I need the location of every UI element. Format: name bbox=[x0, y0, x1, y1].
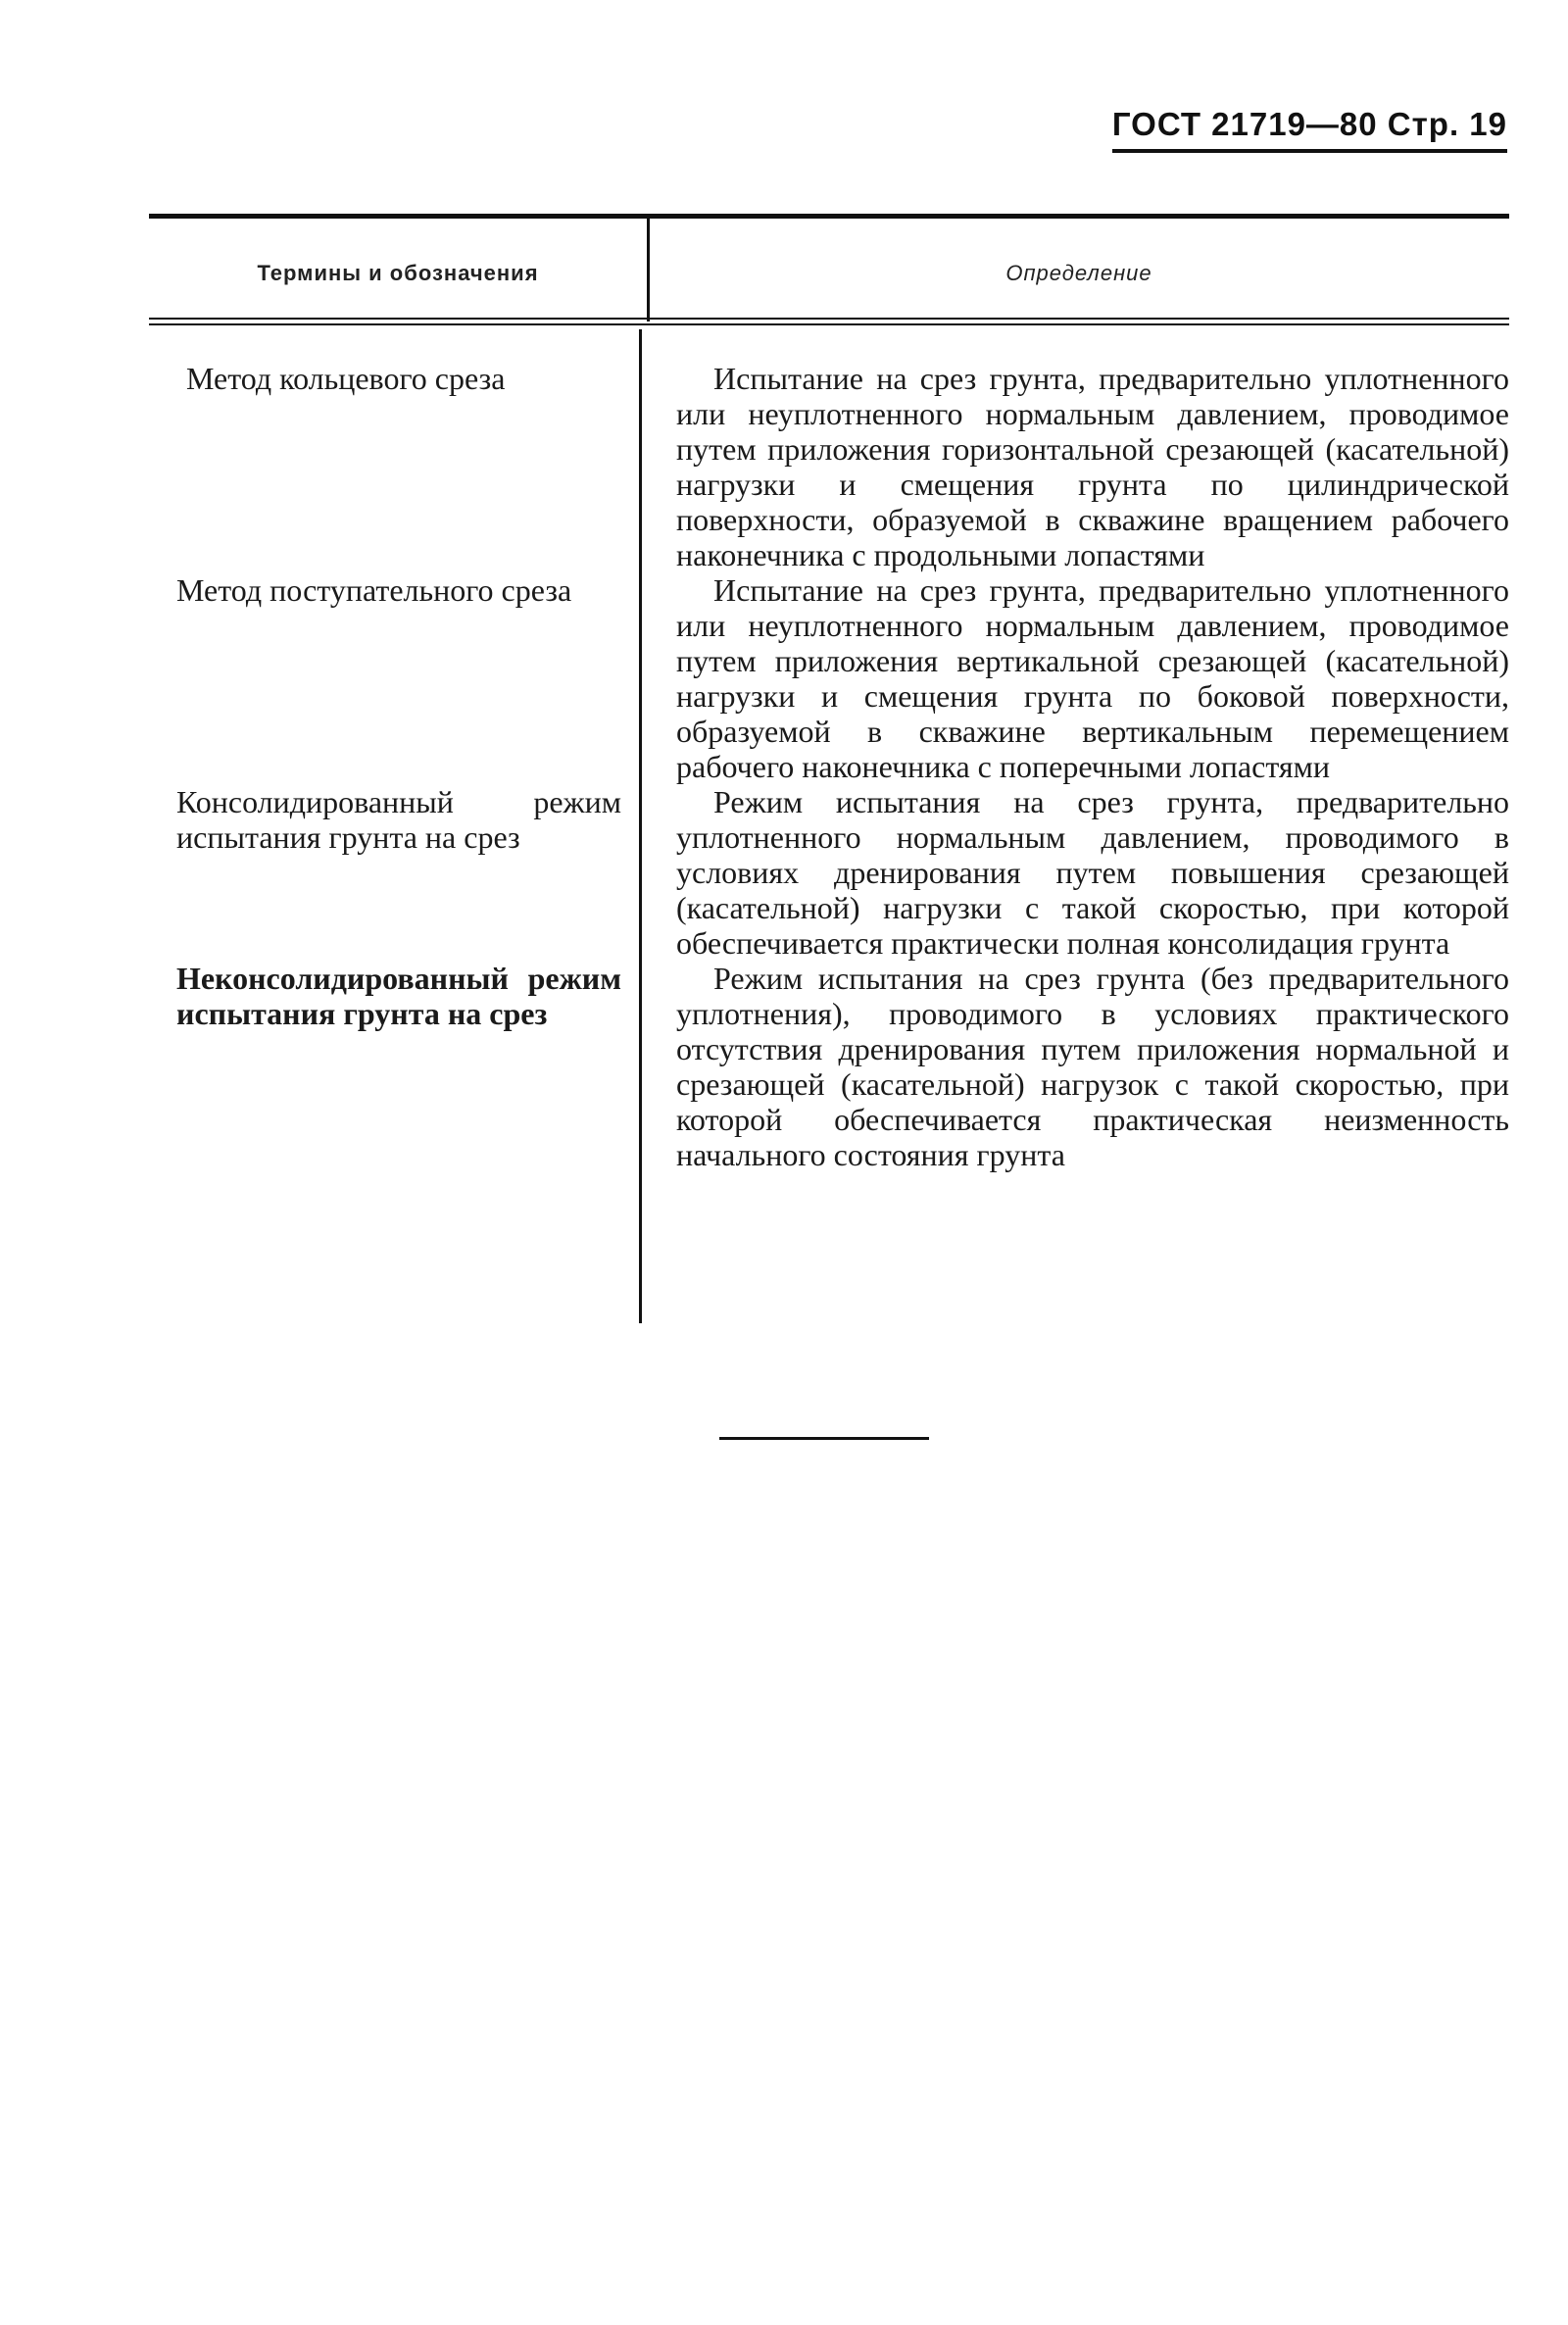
page-header-text bbox=[1112, 106, 1507, 143]
page-label: Стр. 19 bbox=[1387, 106, 1507, 142]
header-double-rule bbox=[149, 318, 1509, 325]
end-rule bbox=[719, 1437, 929, 1440]
table-row bbox=[149, 572, 1509, 784]
table-header bbox=[149, 220, 1509, 316]
table-body bbox=[149, 361, 1509, 1172]
term-cell: Метод кольцевого среза bbox=[186, 361, 506, 396]
column-divider-header bbox=[647, 218, 650, 322]
table-top-rule bbox=[149, 214, 1509, 219]
definition-cell: Режим испытания на срез грунта, предварительно уплотненного нормальным давлением, проводимого в условиях дренирования путем повышения срезающей (касательной) нагрузки с такой скоростью, при которой обеспечивается практически полная консолидация грунта bbox=[676, 784, 1509, 961]
term-cell: Неконсолидированный режим испытания грунта на срез bbox=[176, 961, 621, 1031]
term-cell: Консолидированный режим испытания грунта на срез bbox=[176, 784, 621, 855]
document-id: ГОСТ 21719—80 bbox=[1111, 106, 1378, 142]
definition-cell: Режим испытания на срез грунта (без предварительного уплотнения), проводимого в условиях практического отсутствия дренирования путем приложения нормальной и срезающей (касательной) нагрузок с такой скоростью, при которой обеспечивается практическая неизменность начального состояния грунта bbox=[676, 961, 1509, 1172]
column-header-definition: Определение bbox=[1005, 261, 1152, 285]
column-header-terms: Термины и обозначения bbox=[257, 261, 539, 285]
definition-cell: Испытание на срез грунта, предварительно уплотненного или неуплотненного нормальным давлением, проводимое путем приложения вертикальной срезающей (касательной) нагрузки и смещения грунта по боковой поверхности, образуемой в скважине вертикальным перемещением рабочего наконечника с поперечными лопастями bbox=[676, 572, 1509, 784]
page-header bbox=[1112, 106, 1507, 153]
table-row bbox=[149, 784, 1509, 961]
table-row bbox=[149, 961, 1509, 1172]
term-cell: Метод поступательного среза bbox=[176, 572, 572, 608]
definition-cell: Испытание на срез грунта, предварительно уплотненного или неуплотненного нормальным давлением, проводимое путем приложения горизонтальной срезающей (касательной) нагрузки и смещения грунта по цилиндрической поверхности, образуемой в скважине вращением рабочего наконечника с продольными лопастями bbox=[676, 361, 1509, 572]
header-rule bbox=[1112, 149, 1507, 153]
table-row bbox=[149, 361, 1509, 572]
